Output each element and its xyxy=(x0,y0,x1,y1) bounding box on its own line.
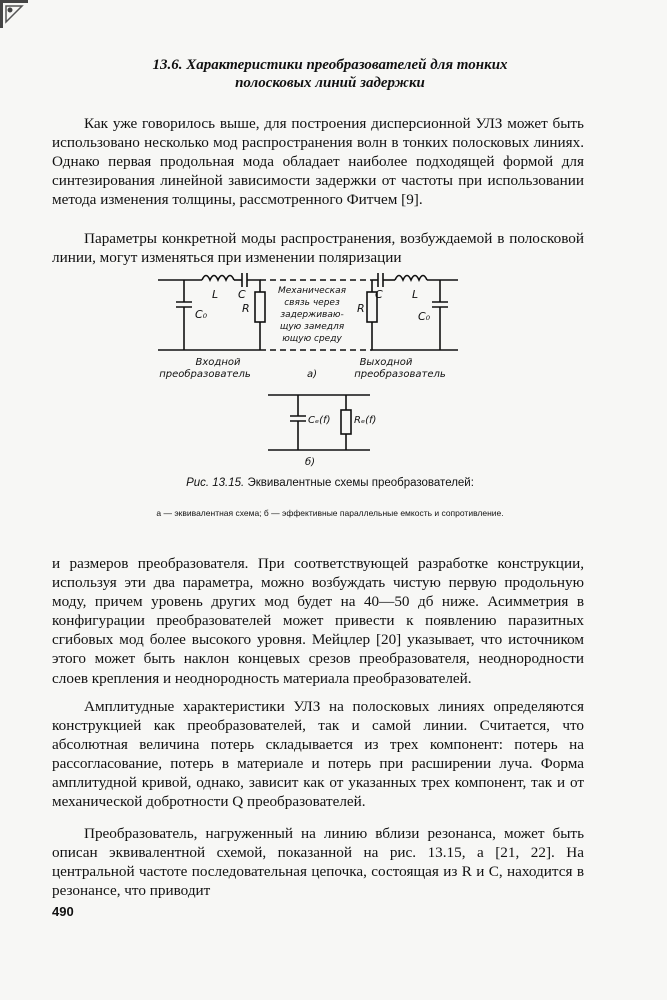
label-left-C0: C₀ xyxy=(195,308,208,321)
b-resistor xyxy=(341,410,351,434)
label-ce: Cₑ(f) xyxy=(308,415,331,426)
corner-ornament xyxy=(0,0,30,30)
mech-text-4: щую замедля xyxy=(279,322,345,332)
paragraph-1: Как уже говорилось выше, для построения дисперсионной УЛЗ может быть использовано несколько мод распространения волн в тонких полосковых линиях. Однако первая продольная мода обладает наиболее подходящей формой для синтезирования линейной зависимости задержки от частоты при использовании метода изменения толщины, рассмотренного Фитчем [9]. xyxy=(52,115,584,209)
label-left-R: R xyxy=(242,302,250,315)
label-b: б) xyxy=(305,457,316,468)
mech-text-5: ющую среду xyxy=(282,334,342,344)
label-right-L: L xyxy=(412,288,419,301)
caption-label: Рис. 13.15. xyxy=(186,477,245,489)
left-inductor xyxy=(202,276,234,281)
input-label-1: Входной xyxy=(195,357,241,368)
section-heading xyxy=(60,56,600,92)
heading-line-1: 13.6. Характеристики преобразователей для тонких xyxy=(152,57,508,73)
page-number: 490 xyxy=(52,904,74,919)
label-right-R: R xyxy=(357,302,365,315)
mech-text-1: Механическая xyxy=(277,286,347,296)
label-re: Rₑ(f) xyxy=(354,415,377,426)
caption-text: Эквивалентные схемы преобразователей: xyxy=(247,477,474,489)
label-right-C0: C₀ xyxy=(418,310,431,323)
label-right-C: C xyxy=(375,288,383,301)
left-resistor xyxy=(255,292,265,322)
output-label-1: Выходной xyxy=(359,357,413,368)
figure-caption xyxy=(140,476,520,490)
label-a: а) xyxy=(307,369,318,380)
paragraph-3: и размеров преобразователя. При соответствующей разработке конструкции, используя эти два параметра, можно возбуждать чистую первую продольную моду, причем уровень других мод будет на 40—50 дб ниже. Асимметрия в конфигурации преобразователей может привести к появлению паразитных сгибовых мод более высокого уровня. Мейцлер [20] указывает, что источником этого может быть наклон концевых срезов преобразователя, неоднородности слоев крепления и неоднородность материала преобразователей. xyxy=(52,555,584,687)
b-capacitor xyxy=(290,416,306,421)
heading-line-2: полосковых линий задержки xyxy=(235,75,425,91)
figure-subcaption: а — эквивалентная схема; б — эффективные параллельные емкость и сопротивление. xyxy=(156,508,504,518)
label-left-C: C xyxy=(238,288,246,301)
output-label-2: преобразователь xyxy=(354,369,446,380)
mech-text-3: задерживаю- xyxy=(280,310,344,320)
right-inductor xyxy=(395,276,427,281)
label-left-L: L xyxy=(212,288,219,301)
left-c0-capacitor xyxy=(176,302,192,307)
input-label-2: преобразователь xyxy=(159,369,251,380)
right-c0-capacitor xyxy=(432,302,448,307)
paragraph-4: Амплитудные характеристики УЛЗ на полосковых линиях определяются конструкцией как преобразователей, так и самой линии. Считается, что абсолютная величина потерь складывается из трех компонент: потерь на рассогласование, потерь в материале и потерь при расширении луча. Форма амплитудной кривой, однако, зависит как от указанных трех компонент, так и от механической добротности Q преобразователей. xyxy=(52,698,584,811)
mech-text-2: связь через xyxy=(284,298,340,308)
left-series-capacitor xyxy=(242,273,247,287)
paragraph-2: Параметры конкретной моды распространения, возбуждаемой в полосковой линии, могут изменяться при изменении поляризации xyxy=(52,230,584,267)
right-series-capacitor xyxy=(378,273,383,287)
paragraph-5: Преобразователь, нагруженный на линию вблизи резонанса, может быть описан эквивалентной схемой, показанной на рис. 13.15, а [21, 22]. На центральной частоте последовательная цепочка, состоящая из R и C, находится в резонансе, что приводит xyxy=(52,825,584,900)
equivalent-circuit-figure xyxy=(150,270,470,470)
